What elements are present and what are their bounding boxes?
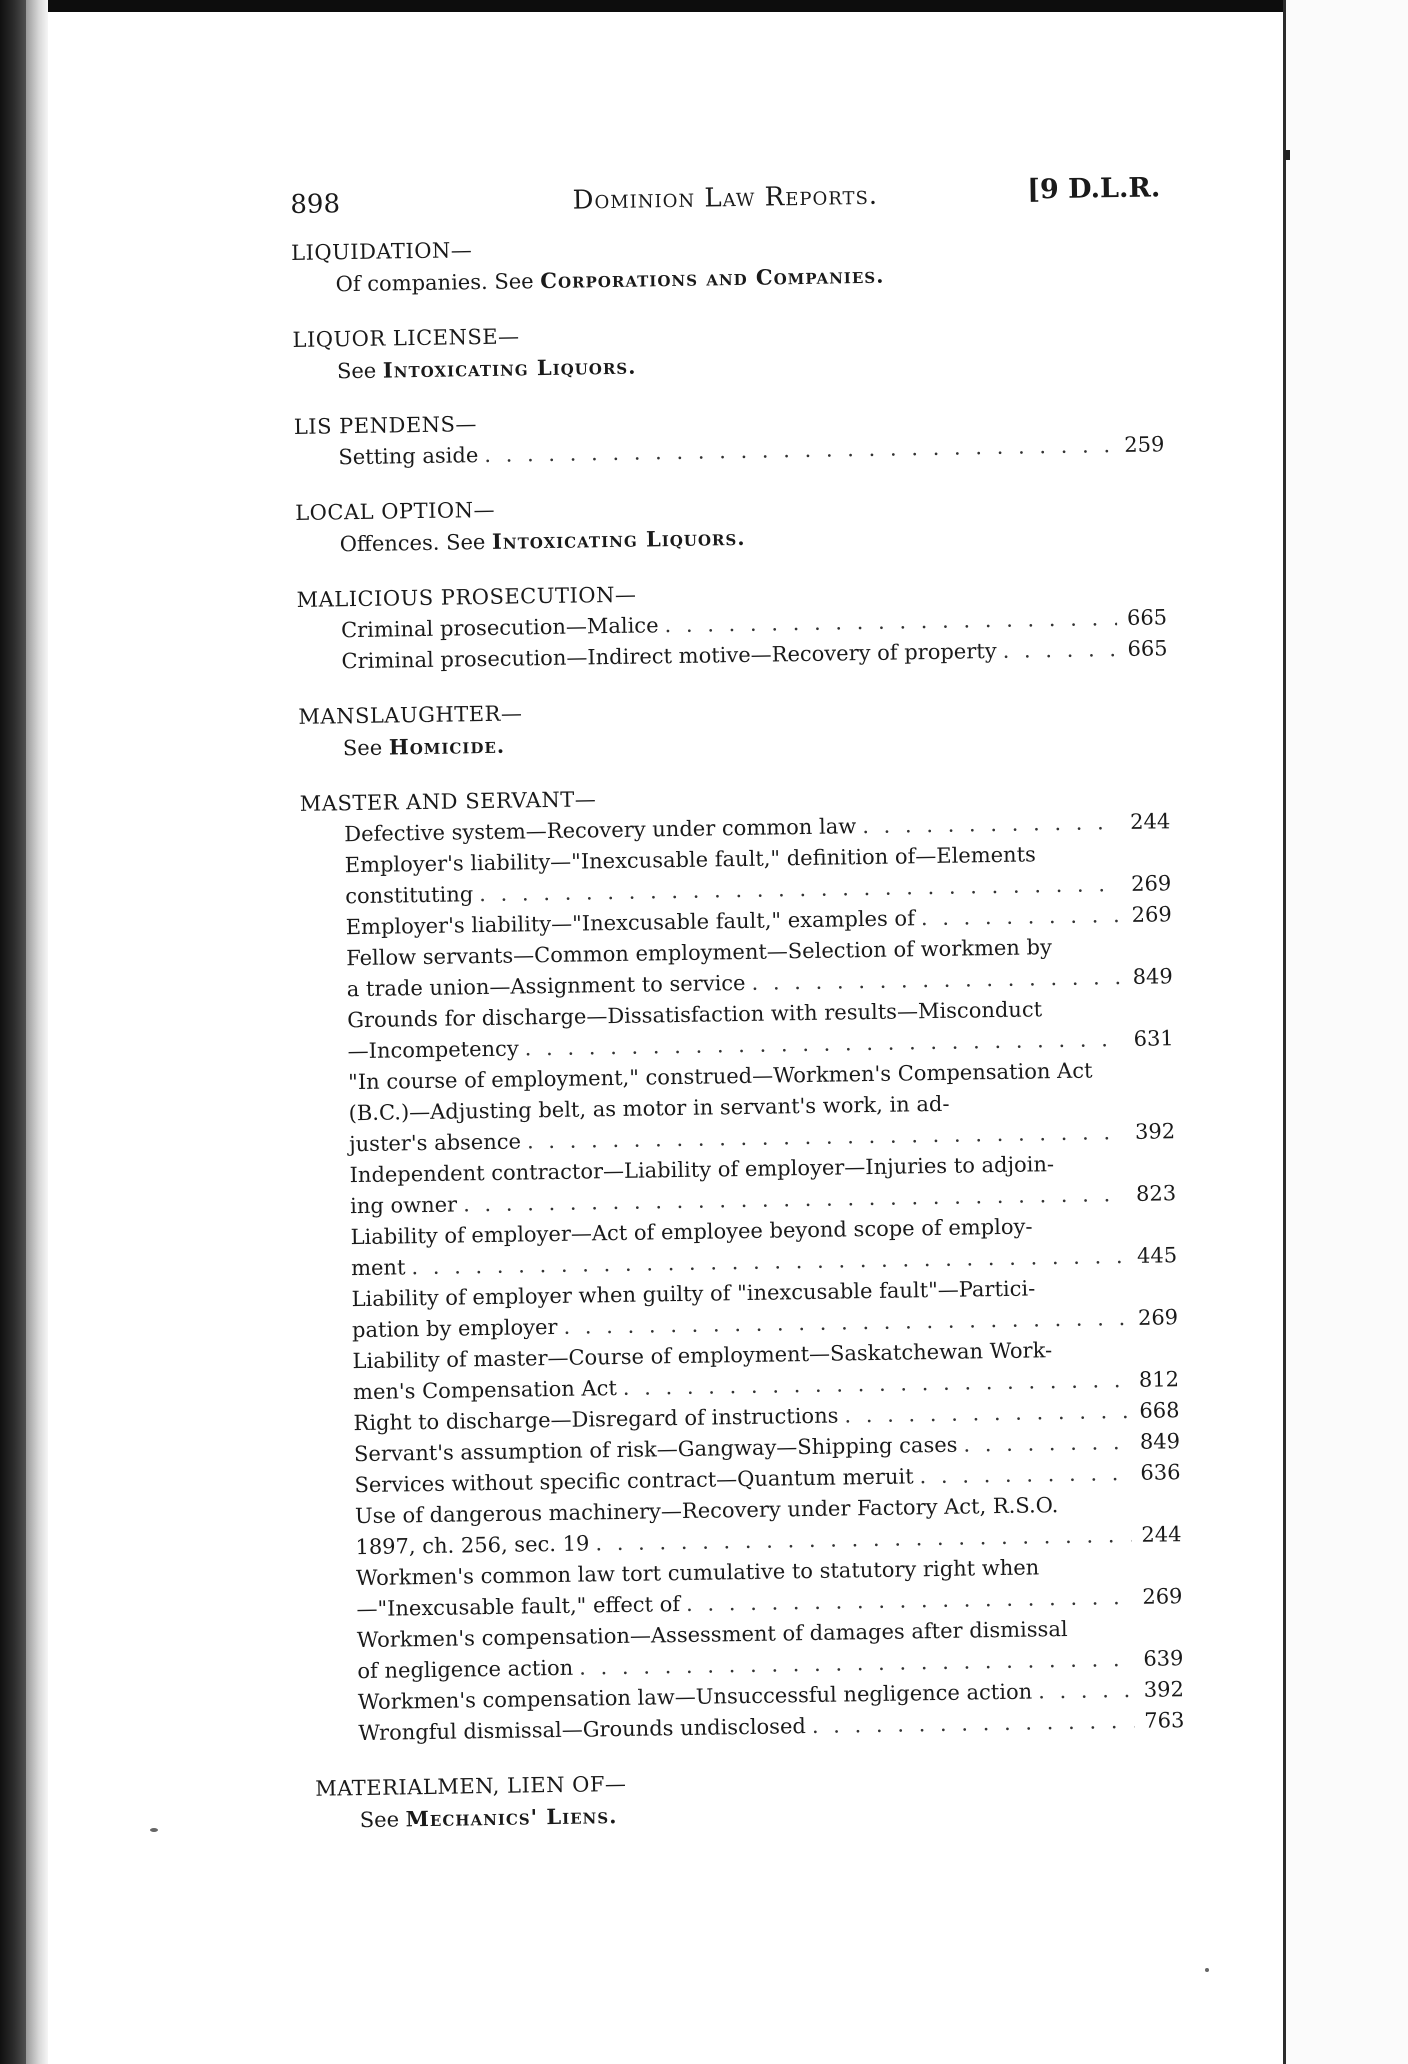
page-reference: 244 bbox=[1129, 809, 1171, 834]
page-reference: 631 bbox=[1133, 1026, 1174, 1051]
page-edge-rule bbox=[1283, 0, 1286, 2064]
running-title: Dominion Law Reports. bbox=[572, 180, 879, 216]
page-reference: 636 bbox=[1140, 1460, 1181, 1485]
dot-leader bbox=[1002, 634, 1117, 667]
subentry-text: "In course of employment," construed—Workmen's Compensation Act (B.C.)—Adjusting belt, as motor in servant's work, in ad- bbox=[347, 1058, 1093, 1126]
dot-leader bbox=[1038, 1675, 1134, 1707]
page-reference: 823 bbox=[1135, 1181, 1177, 1206]
subentry-text: men's Compensation Act bbox=[352, 1376, 617, 1405]
cross-reference-target: Intoxicating Liquors. bbox=[382, 353, 637, 383]
subentry-text: constituting bbox=[345, 882, 474, 909]
page-reference: 259 bbox=[1124, 432, 1165, 457]
subentry-text: Services without specific contract—Quantum meruit bbox=[354, 1464, 914, 1498]
page-reference: 763 bbox=[1144, 1708, 1185, 1733]
subentry-text: ing owner bbox=[349, 1192, 458, 1219]
page-reference: 668 bbox=[1139, 1398, 1180, 1423]
page-header bbox=[290, 166, 1161, 230]
adjacent-page-edge bbox=[1286, 0, 1408, 2064]
page-reference: 639 bbox=[1143, 1646, 1184, 1671]
subentry-text: —"Inexcusable fault," effect of bbox=[356, 1592, 681, 1622]
volume-reference: [9 D.L.R. bbox=[1026, 172, 1161, 206]
subentry-text: Workmen's compensation—Assessment of damages after dismissal bbox=[356, 1616, 1068, 1653]
cross-reference-prefix: Offences. See bbox=[339, 529, 486, 557]
entry-heading: LIS PENDENS— bbox=[293, 412, 478, 439]
page-reference: 665 bbox=[1126, 605, 1168, 630]
cross-reference-prefix: See bbox=[336, 358, 377, 384]
index-entries bbox=[291, 224, 1186, 1836]
entry-heading: MALICIOUS PROSECUTION— bbox=[296, 582, 637, 612]
index-entry bbox=[300, 775, 1185, 1750]
subentry-text: Criminal prosecution—Malice bbox=[340, 613, 659, 643]
cross-reference-prefix: Of companies. See bbox=[335, 269, 534, 297]
subentry-text: Fellow servants—Common employment—Selection of workmen by bbox=[346, 935, 1053, 971]
subentry-text: Servant's assumption of risk—Gangway—Shipping cases bbox=[353, 1432, 958, 1467]
scan-top-border bbox=[0, 0, 1408, 12]
index-entry bbox=[295, 484, 1166, 561]
cross-reference-target: Homicide. bbox=[388, 732, 506, 760]
page-reference: 392 bbox=[1143, 1677, 1185, 1702]
page-reference: 269 bbox=[1137, 1305, 1179, 1330]
subentry-text: Setting aside bbox=[338, 443, 479, 470]
page-reference: 392 bbox=[1134, 1119, 1176, 1144]
entry-heading: LOCAL OPTION— bbox=[295, 497, 496, 525]
subentry-text: —Incompetency bbox=[347, 1036, 519, 1064]
index-entry bbox=[291, 224, 1162, 301]
dot-leader bbox=[963, 1427, 1130, 1461]
scan-left-border bbox=[0, 0, 26, 2064]
entry-heading: MASTER AND SERVANT— bbox=[299, 787, 597, 816]
entry-heading: MATERIALMEN, LIEN OF— bbox=[315, 1771, 627, 1801]
page-reference: 244 bbox=[1141, 1522, 1182, 1547]
subentry-text: Liability of employer when guilty of "inexcusable fault"—Partici- bbox=[351, 1276, 1036, 1312]
subentry-text: Use of dangerous machinery—Recovery under Factory Act, R.S.O. bbox=[354, 1493, 1059, 1529]
subentry-text: Independent contractor—Liability of employer—Injuries to adjoin- bbox=[349, 1152, 1055, 1188]
index-entry bbox=[296, 571, 1167, 678]
scan-speck bbox=[150, 1828, 158, 1832]
dot-leader bbox=[921, 900, 1122, 934]
index-entry bbox=[298, 688, 1169, 765]
subentry-text: a trade union—Assignment to service bbox=[346, 970, 746, 1002]
subentry-text: Right to discharge—Disregard of instructions bbox=[353, 1403, 839, 1436]
cross-reference-target: Intoxicating Liquors. bbox=[491, 524, 746, 554]
page-reference: 269 bbox=[1131, 902, 1172, 927]
cross-reference-prefix: See bbox=[342, 735, 383, 761]
page-reference: 849 bbox=[1132, 964, 1173, 989]
subentry-text: Defective system—Recovery under common law bbox=[344, 814, 857, 847]
subentry-text: Criminal prosecution—Indirect motive—Recovery of property bbox=[341, 638, 997, 674]
subentry-text: Liability of employer—Act of employee beyond scope of employ- bbox=[350, 1214, 1033, 1250]
subentry-text: 1897, ch. 256, sec. 19 bbox=[355, 1531, 590, 1560]
index-page bbox=[290, 166, 1186, 1836]
subentry-text: Grounds for discharge—Dissatisfaction with results—Misconduct bbox=[347, 997, 1043, 1033]
dot-leader bbox=[751, 962, 1123, 999]
page-edge-mark bbox=[1284, 150, 1290, 160]
page-reference: 269 bbox=[1130, 871, 1172, 896]
page-reference: 849 bbox=[1139, 1429, 1181, 1454]
dot-leader bbox=[919, 1458, 1130, 1492]
page-number: 898 bbox=[290, 189, 341, 220]
page-reference: 812 bbox=[1138, 1367, 1180, 1392]
subentry-text: Liability of master—Course of employment—Saskatchewan Work- bbox=[352, 1338, 1053, 1374]
page-reference: 665 bbox=[1127, 636, 1168, 661]
subentry-text: of negligence action bbox=[357, 1655, 574, 1684]
subentry-text: Employer's liability—"Inexcusable fault," definition of—Elements bbox=[344, 842, 1036, 878]
subentry-text: ment bbox=[350, 1255, 406, 1281]
cross-reference-prefix: See bbox=[359, 1807, 400, 1833]
entry-heading: LIQUIDATION— bbox=[290, 238, 473, 265]
scan-speck bbox=[1205, 1968, 1209, 1972]
entry-heading: LIQUOR LICENSE— bbox=[292, 324, 520, 352]
scan-left-shadow bbox=[26, 0, 48, 2064]
page-reference: 445 bbox=[1136, 1243, 1178, 1268]
subentry-text: Wrongful dismissal—Grounds undisclosed bbox=[358, 1714, 807, 1746]
subentry-text: juster's absence bbox=[348, 1129, 522, 1157]
entry-heading: MANSLAUGHTER— bbox=[298, 701, 523, 729]
index-entry bbox=[315, 1760, 1186, 1837]
dot-leader bbox=[844, 1396, 1130, 1431]
cross-reference-target: Corporations and Companies. bbox=[540, 262, 885, 294]
dot-leader bbox=[862, 807, 1120, 842]
subentry-text: Workmen's compensation law—Unsuccessful negligence action bbox=[357, 1679, 1033, 1715]
subentry-text: pation by employer bbox=[351, 1314, 558, 1343]
cross-reference-target: Mechanics' Liens. bbox=[405, 1803, 618, 1832]
index-entry bbox=[292, 311, 1163, 388]
subentry-text: Employer's liability—"Inexcusable fault," examples of bbox=[345, 906, 916, 940]
dot-leader bbox=[812, 1706, 1135, 1742]
subentry-text: Workmen's common law tort cumulative to statutory right when bbox=[355, 1555, 1040, 1591]
index-entry bbox=[294, 398, 1165, 474]
page-reference: 269 bbox=[1142, 1584, 1183, 1609]
